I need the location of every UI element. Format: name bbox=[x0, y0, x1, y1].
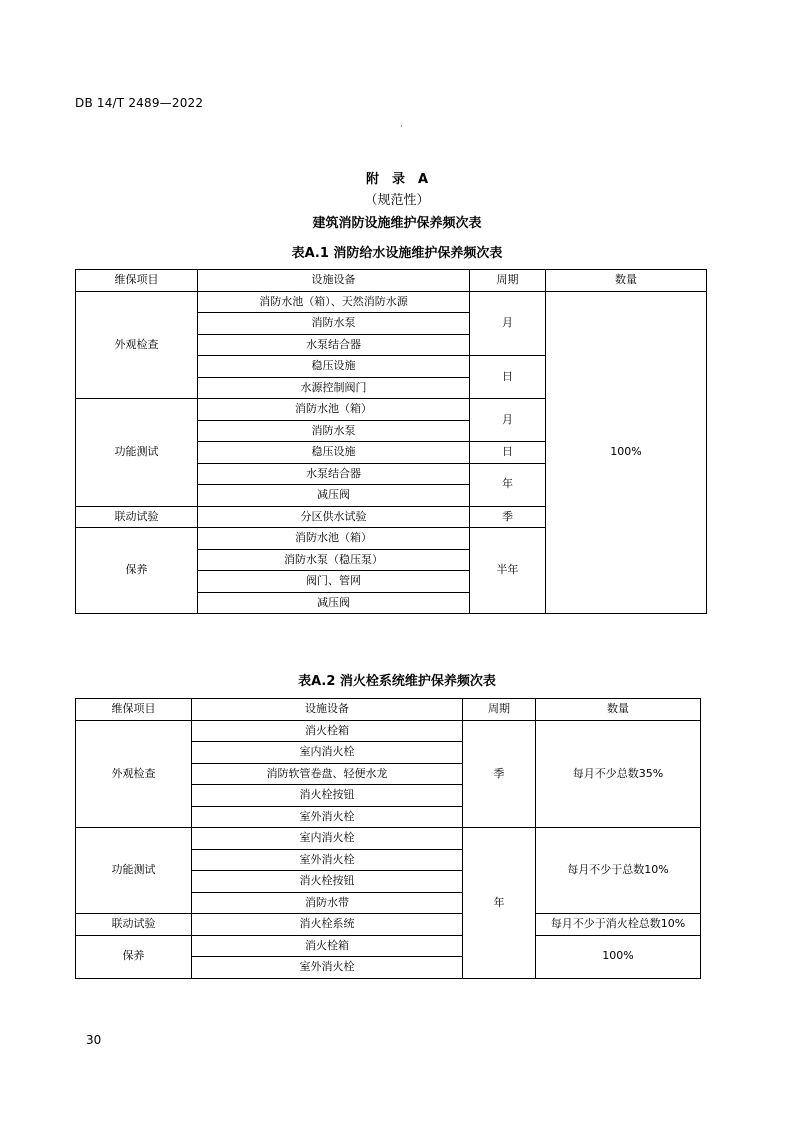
table-row bbox=[76, 291, 707, 313]
quantity-cell: 100% bbox=[546, 291, 707, 614]
equipment-cell: 消防软管卷盘、轻便水龙 bbox=[192, 763, 463, 785]
table-row bbox=[76, 914, 701, 936]
group-function: 功能测试 bbox=[76, 399, 198, 507]
table2-caption: 表A.2 消火栓系统维护保养频次表 bbox=[298, 674, 496, 689]
equipment-cell: 消防水池（箱） bbox=[198, 399, 470, 421]
equipment-cell: 消防水池（箱）、天然消防水源 bbox=[198, 291, 470, 313]
period-cell: 日 bbox=[470, 442, 546, 464]
fire-water-supply-table bbox=[75, 269, 707, 614]
equipment-cell: 消防水泵 bbox=[198, 313, 470, 335]
header-equipment: 设施设备 bbox=[198, 270, 470, 292]
equipment-cell: 室外消火栓 bbox=[192, 849, 463, 871]
equipment-cell: 消火栓系统 bbox=[192, 914, 463, 936]
equipment-cell: 减压阀 bbox=[198, 485, 470, 507]
equipment-cell: 水泵结合器 bbox=[198, 334, 470, 356]
equipment-cell: 消防水泵（稳压泵） bbox=[198, 549, 470, 571]
equipment-cell: 阀门、管网 bbox=[198, 571, 470, 593]
decorative-dot: · bbox=[400, 122, 403, 131]
table-row bbox=[76, 828, 701, 850]
group-function: 功能测试 bbox=[76, 828, 192, 914]
equipment-cell: 消火栓箱 bbox=[192, 935, 463, 957]
period-cell: 半年 bbox=[470, 528, 546, 614]
period-cell: 月 bbox=[470, 399, 546, 442]
group-maintenance: 保养 bbox=[76, 935, 192, 978]
equipment-cell: 消火栓按钮 bbox=[192, 871, 463, 893]
group-maintenance: 保养 bbox=[76, 528, 198, 614]
table1-caption: 表A.1 消防给水设施维护保养频次表 bbox=[291, 246, 503, 261]
document-code: DB 14/T 2489—2022 bbox=[75, 96, 204, 110]
group-linkage: 联动试验 bbox=[76, 506, 198, 528]
equipment-cell: 减压阀 bbox=[198, 592, 470, 614]
appendix-subtitle: 建筑消防设施维护保养频次表 bbox=[312, 216, 482, 231]
equipment-cell: 室内消火栓 bbox=[192, 742, 463, 764]
table-header-row bbox=[76, 270, 707, 292]
equipment-cell: 消火栓箱 bbox=[192, 720, 463, 742]
equipment-cell: 消火栓按钮 bbox=[192, 785, 463, 807]
equipment-cell: 消防水泵 bbox=[198, 420, 470, 442]
period-cell: 季 bbox=[470, 506, 546, 528]
quantity-cell: 每月不少总数35% bbox=[536, 720, 701, 828]
group-linkage: 联动试验 bbox=[76, 914, 192, 936]
quantity-cell: 每月不少于总数10% bbox=[536, 828, 701, 914]
equipment-cell: 室内消火栓 bbox=[192, 828, 463, 850]
header-period: 周期 bbox=[470, 270, 546, 292]
equipment-cell: 水源控制阀门 bbox=[198, 377, 470, 399]
period-cell: 季 bbox=[463, 720, 536, 828]
hydrant-system-table bbox=[75, 698, 701, 979]
appendix-nature: （规范性） bbox=[364, 193, 430, 208]
equipment-cell: 水泵结合器 bbox=[198, 463, 470, 485]
period-cell: 月 bbox=[470, 291, 546, 356]
table-row bbox=[76, 720, 701, 742]
group-appearance: 外观检查 bbox=[76, 291, 198, 399]
equipment-cell: 稳压设施 bbox=[198, 356, 470, 378]
header-quantity: 数量 bbox=[546, 270, 707, 292]
period-cell: 年 bbox=[463, 828, 536, 979]
header-item: 维保项目 bbox=[76, 270, 198, 292]
group-appearance: 外观检查 bbox=[76, 720, 192, 828]
equipment-cell: 稳压设施 bbox=[198, 442, 470, 464]
equipment-cell: 室外消火栓 bbox=[192, 957, 463, 979]
equipment-cell: 消防水池（箱） bbox=[198, 528, 470, 550]
header-item: 维保项目 bbox=[76, 699, 192, 721]
quantity-cell: 100% bbox=[536, 935, 701, 978]
table-row bbox=[76, 935, 701, 957]
equipment-cell: 分区供水试验 bbox=[198, 506, 470, 528]
header-quantity: 数量 bbox=[536, 699, 701, 721]
header-equipment: 设施设备 bbox=[192, 699, 463, 721]
header-period: 周期 bbox=[463, 699, 536, 721]
equipment-cell: 消防水带 bbox=[192, 892, 463, 914]
table-header-row bbox=[76, 699, 701, 721]
period-cell: 年 bbox=[470, 463, 546, 506]
period-cell: 日 bbox=[470, 356, 546, 399]
equipment-cell: 室外消火栓 bbox=[192, 806, 463, 828]
page-number: 30 bbox=[86, 1033, 102, 1047]
appendix-title: 附 录 A bbox=[365, 172, 429, 187]
quantity-cell: 每月不少于消火栓总数10% bbox=[536, 914, 701, 936]
